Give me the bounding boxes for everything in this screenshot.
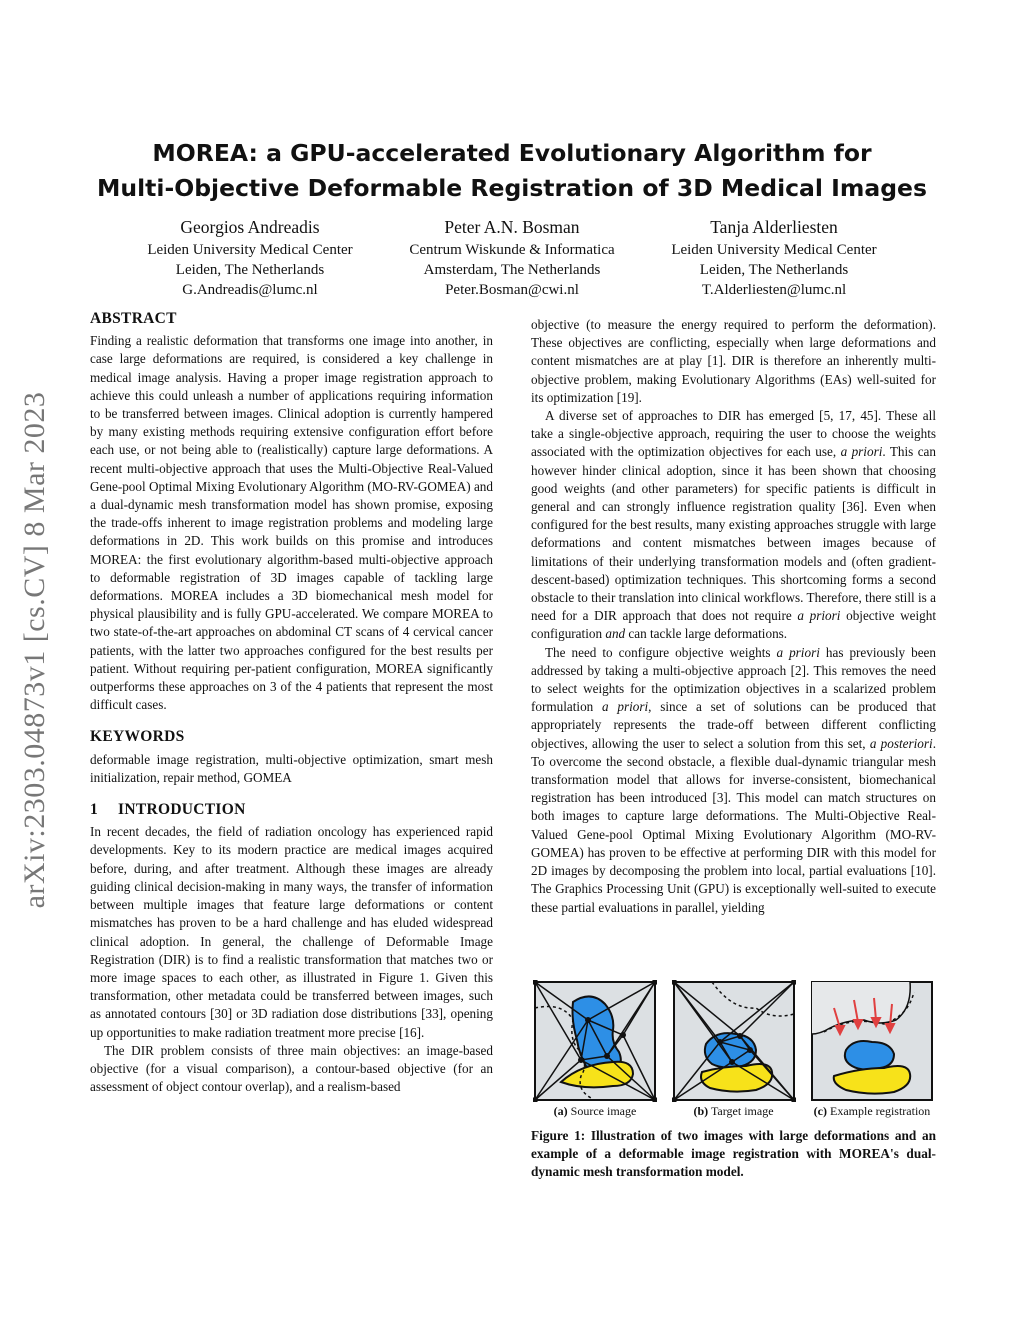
keywords-text: deformable image registration, multi-objective optimization, smart mesh initialization, repair method, GOMEA — [90, 751, 493, 785]
author-name: Georgios Andreadis — [180, 217, 320, 237]
subfigure-caption: (a) Source image — [553, 1104, 637, 1118]
registration-illustration — [810, 980, 934, 1102]
author-name: Peter A.N. Bosman — [444, 217, 580, 237]
figure-1 — [531, 980, 936, 1182]
target-image-illustration — [672, 980, 796, 1102]
subfigure-source — [531, 980, 659, 1119]
author-location: Leiden, The Netherlands — [699, 262, 849, 278]
abstract-text: Finding a realistic deformation that transforms one image into another, in case large deformations are required, is considered a key challenge in medical image analysis. Having a proper image registration approach to achieve this could unleash a number of applications requiring information to be transferred between images. Clinical adoption is currently hampered by many existing methods requiring extensive configuration effort before each use, or not being able to (realistically) capture large deformations. A recent multi-objective approach that uses the Multi-Objective Real-Valued Gene-pool Optimal Mixing Evolutionary Algorithm (MO-RV-GOMEA) and a dual-dynamic mesh transformation model has shown promise, exposing the trade-offs inherent to image registration problems and modeling large deformations in 2D. This work builds on this promise and introduces MOREA: the first evolutionary algorithm-based multi-objective approach to deformable registration of 3D images capable of tackling large deformations. MOREA includes a 3D biomechanical mesh model for physical plausibility and is fully GPU-accelerated. We compare MOREA to two state-of-the-art approaches on abdominal CT scans of 4 cervical cancer patients, with the latter two approaches configured for the best results per patient. Without requiring per-patient configuration, MOREA significantly outperforms these approaches on 3 of the 4 patients that represent the most difficult cases. — [90, 333, 493, 713]
section-number: 1 — [90, 801, 99, 819]
intro-paragraph-1: In recent decades, the field of radiation oncology has experienced rapid developments. Key to its modern practice are medical images acquired before, during, and after treatment. Although these images are already guiding clinical decision-making in many ways, the transfer of information between multiple images that feature large deformations or content mismatches has proven to be a hard challenge and has eluded widespread clinical adoption. In general, the challenge of Deformable Image Registration (DIR) is to find a realistic transformation that matches two or more image spaces to each other, as illustrated in Figure 1. Given this transformation, other metadata could be transferred between images, such as annotated contours [30] or 3D radiation dose distributions [33], opening up opportunities to make radiation treatment more precise [16]. — [90, 824, 493, 1040]
right-paragraph-3: The need to configure objective weights a priori has previously been addressed by taking a multi-objective approach [2]. This removes the need to select weights for the optimization objectives in a scalarized problem formulation a priori, since a set of solutions can be produced that appropriately represents the trade-off between different conflicting objectives, allowing the user to select a solution from this set, a posteriori. To overcome the second obstacle, a flexible dual-dynamic triangular mesh transformation model that allows for inverse-consistent, biomechanical registration has been introduced [3]. This model can match structures on both images to capture large deformations. The Multi-Objective Real-Valued Gene-pool Optimal Mixing Evolutionary Algorithm (MO-RV-GOMEA) has proven to be effective at performing DIR with this model for 2D images by decomposing the problem into local, partial evaluations [10]. The Graphics Processing Unit (GPU) is exceptionally well-suited to execute these partial evaluations in parallel, yielding — [531, 644, 936, 915]
author-affiliation: Leiden University Medical Center — [147, 242, 353, 258]
keywords-heading: KEYWORDS — [90, 728, 185, 746]
intro-paragraph-2: The DIR problem consists of three main objectives: an image-based objective (for a visual comparison), a contour-based objective (for an assessment of object contour overlap), and a realism-based — [90, 1042, 493, 1095]
subfigure-registration — [808, 980, 936, 1119]
author-location: Amsterdam, The Netherlands — [423, 262, 601, 278]
author-email: T.Alderliesten@lumc.nl — [701, 282, 847, 298]
right-paragraph-2: A diverse set of approaches to DIR has emerged [5, 17, 45]. These all take a single-objective approach, requiring the user to choose the weights associated with the optimization objectives for each use, a priori. This can however hinder clinical adoption, since it has been shown that choosing good weights (and other parameters) for specific patients is difficult in general and can strongly influence registration quality [36]. Even when configured for the best results, many existing approaches struggle with large deformations and content mismatches between images because of limitations of their underlying transformation models and (often gradient-descent-based) optimization techniques. This shortcoming forms a second obstacle to their translation into clinical workflows. Therefore, there still is a need for a DIR approach that does not require a priori objective weight configuration and can tackle large deformations. — [531, 408, 937, 642]
figure-caption: Figure 1: Illustration of two images with large deformations and an example of a deformable image registration with MOREA's dual-dynamic mesh transformation model. — [531, 1128, 936, 1180]
right-column — [531, 316, 936, 917]
section-title: INTRODUCTION — [118, 801, 246, 819]
left-column — [90, 310, 493, 1096]
author-name: Tanja Alderliesten — [710, 217, 838, 237]
title-line-2: Multi-Objective Deformable Registration of 3D Medical Images — [97, 174, 927, 202]
author-2 — [382, 214, 642, 300]
subfigure-caption: (b) Target image — [693, 1104, 774, 1118]
subfigure-caption: (c) Example registration — [813, 1104, 931, 1118]
author-1 — [120, 214, 380, 300]
author-affiliation: Centrum Wiskunde & Informatica — [409, 242, 615, 258]
paper-title — [80, 136, 944, 206]
author-email: Peter.Bosman@cwi.nl — [445, 282, 579, 298]
author-3 — [644, 214, 904, 300]
author-block — [120, 214, 904, 300]
abstract-heading: ABSTRACT — [90, 310, 177, 327]
author-email: G.Andreadis@lumc.nl — [182, 282, 318, 298]
introduction-heading — [90, 801, 493, 819]
subfigure-target — [670, 980, 798, 1119]
right-paragraph-1: objective (to measure the energy required to perform the deformation). These objectives are conflicting, especially when large deformations and content mismatches are at play [1]. DIR is therefore an inherently multi-objective problem, making Evolutionary Algorithms (EAs) well-suited for its optimization [19]. — [531, 317, 936, 405]
arxiv-stamp: arXiv:2303.04873v1 [cs.CV] 8 Mar 2023 — [18, 391, 51, 909]
author-location: Leiden, The Netherlands — [175, 262, 325, 278]
source-image-illustration — [533, 980, 657, 1102]
title-line-1: MOREA: a GPU-accelerated Evolutionary Algorithm for — [152, 139, 872, 167]
author-affiliation: Leiden University Medical Center — [671, 242, 877, 258]
